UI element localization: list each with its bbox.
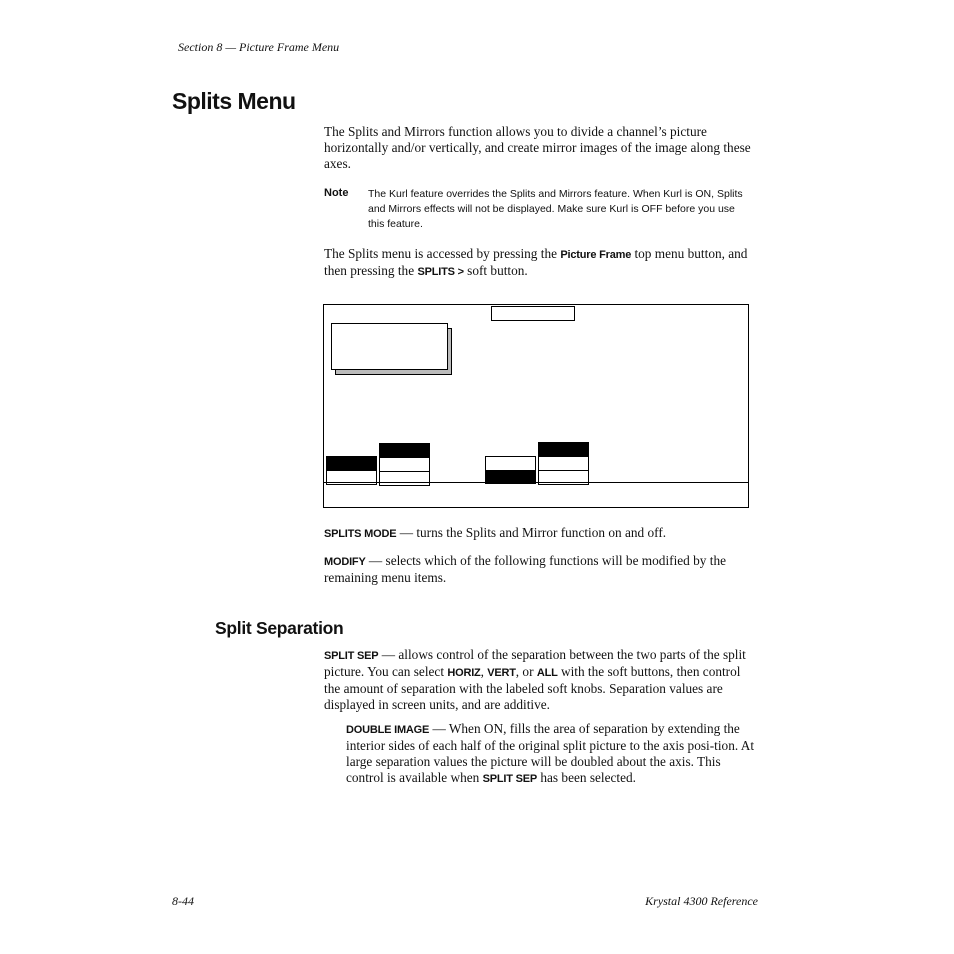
vert-keyword: VERT [487,667,516,679]
access-text-2: top menu button, and then pressing the [324,246,748,278]
soft-button-4 [538,442,589,485]
split-sep-text-1: — allows control of the separation between the two parts of the split picture. You can select [324,647,746,679]
split-sep-keyword-2: SPLIT SEP [482,773,538,785]
access-text-1: The Splits menu is accessed by pressing the [324,246,561,261]
modify-keyword: MODIFY [324,556,366,568]
all-keyword: ALL [536,667,558,679]
double-image-text-2: has been selected. [537,770,637,785]
horiz-keyword: HORIZ [447,667,481,679]
splits-keyword: SPLITS > [417,266,464,278]
menu-title-box [491,306,575,321]
page-number: 8-44 [172,894,194,908]
double-image-keyword: DOUBLE IMAGE [346,724,430,736]
section-subtitle: Split Separation [215,618,344,638]
split-sep-paragraph [324,647,756,713]
splits-mode-text: — turns the Splits and Mirror function on and off. [396,525,667,540]
splits-menu-diagram [323,304,749,508]
split-sep-text-4: with the soft buttons, then control the amount of separation with the labeled soft knobs. Separation values are displayed in screen units, and are additive. [324,664,741,712]
double-image-paragraph [346,721,760,787]
split-sep-text-3: , or [515,664,537,679]
note-text: The Kurl feature overrides the Splits and Mirrors feature. When Kurl is ON, Splits and Mirrors effects will not be displayed. Make sure Kurl is OFF before you use this feature. [368,188,743,230]
access-paragraph [324,246,760,280]
menu-bottom-bar [324,482,748,507]
note-label: Note [324,187,349,199]
page-title: Splits Menu [172,88,296,114]
menu-panel [331,323,448,370]
soft-button-3 [485,456,536,484]
split-sep-keyword: SPLIT SEP [324,650,379,662]
modify-paragraph [324,553,760,586]
running-header: Section 8 — Picture Frame Menu [178,40,340,54]
double-image-text-1: — When ON, fills the area of separation by extending the interior sides of each half of the original split picture to the axis posi-tion. At large separation values the picture will be doubled about the axis. This control is available when [346,721,755,785]
soft-button-1 [326,456,377,485]
modify-text: — selects which of the following functions will be modified by the remaining menu items. [324,553,727,585]
access-text-3: soft button. [463,263,528,278]
split-sep-text-2: , [480,664,488,679]
splits-mode-paragraph [324,525,760,542]
intro-paragraph: The Splits and Mirrors function allows you to divide a channel’s picture horizontally and/or vertically, and create mirror images of the image along these axes. [324,124,751,171]
soft-button-2 [379,443,430,486]
book-title: Krystal 4300 Reference [645,894,758,908]
splits-mode-keyword: SPLITS MODE [324,528,397,540]
picture-frame-keyword: Picture Frame [560,249,632,261]
